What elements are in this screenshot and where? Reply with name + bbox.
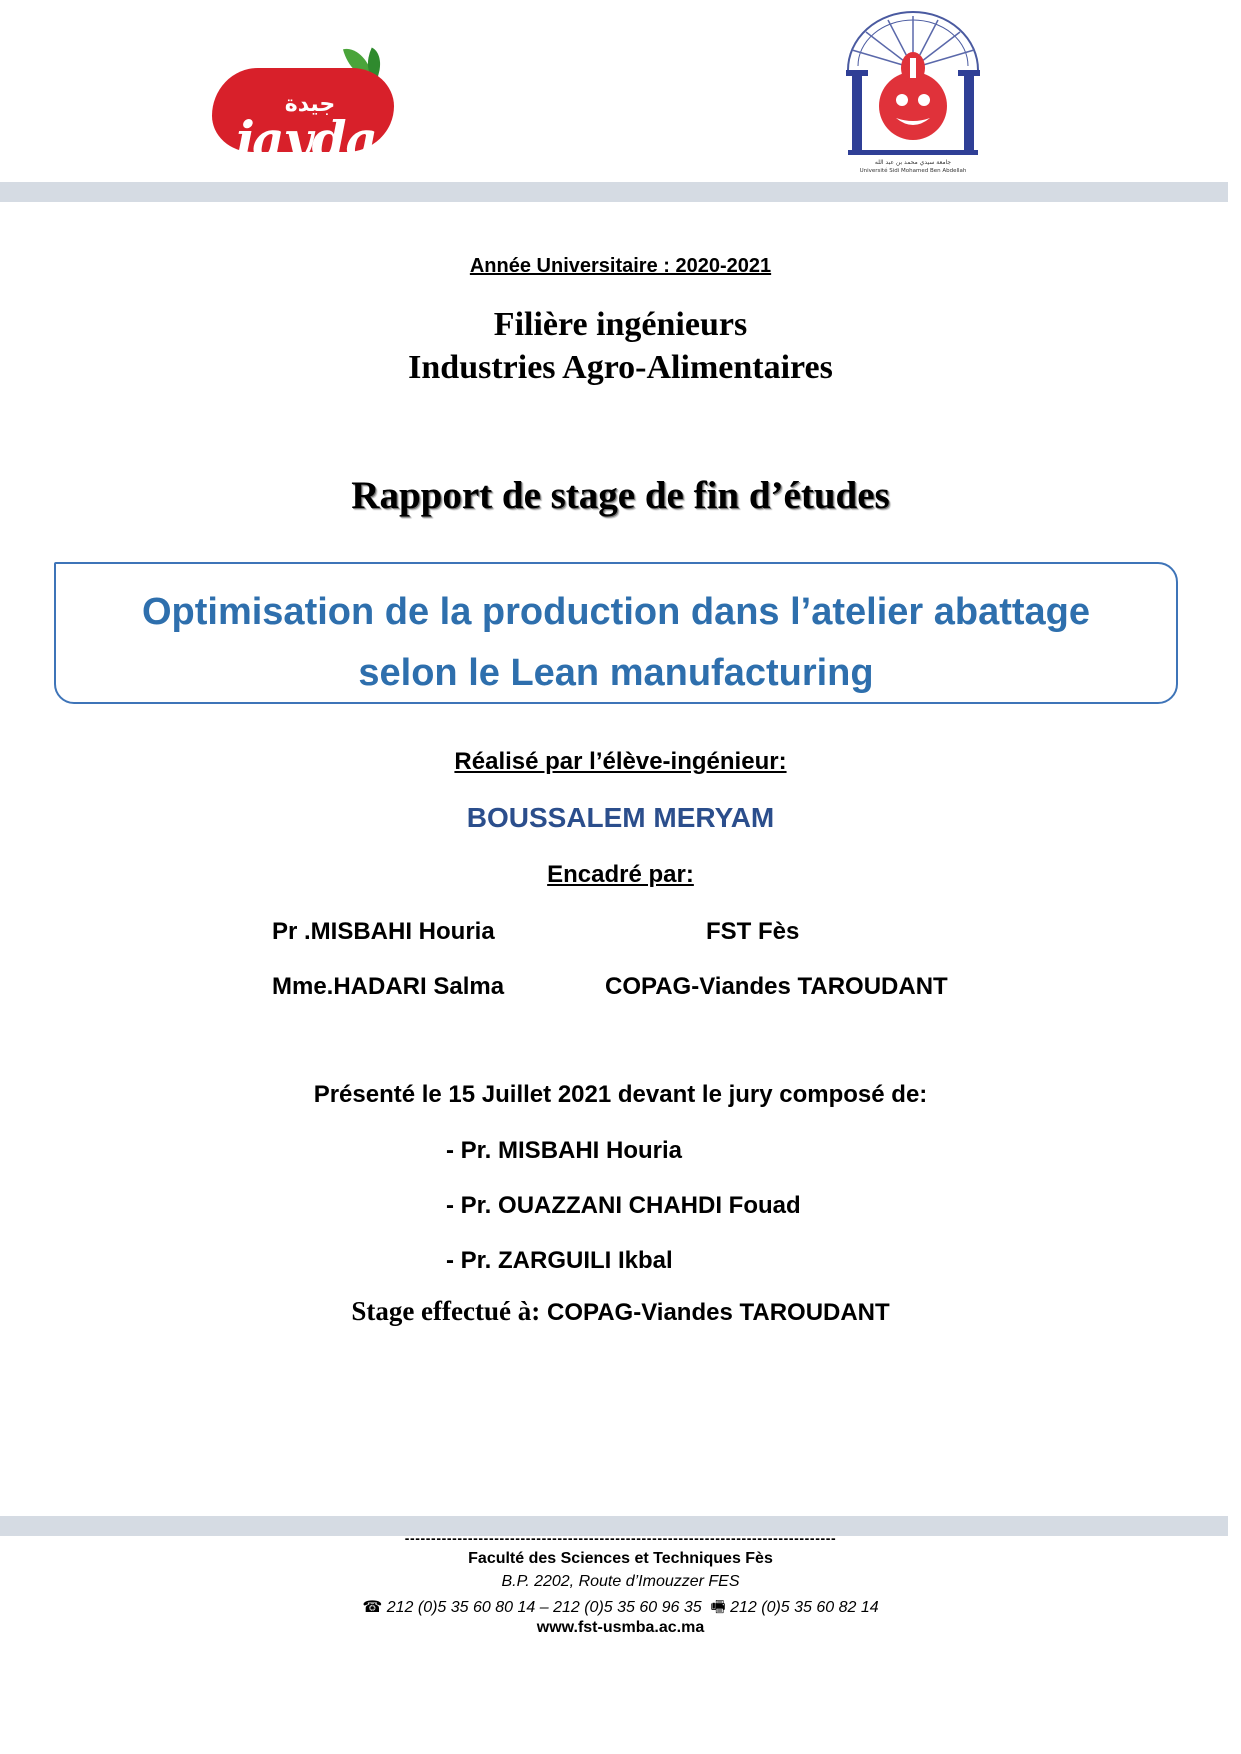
supervisors-label: Encadré par:	[547, 861, 694, 888]
author-label: Réalisé par l’élève-ingénieur:	[454, 748, 787, 775]
faculty-name: Faculté des Sciences et Techniques Fès	[468, 1550, 773, 1567]
emblem-caption-fr: Université Sidi Mohamed Ben Abdellah	[859, 168, 967, 174]
student-name: BOUSSALEM MERYAM	[466, 802, 775, 833]
report-title-line-2: selon le Lean manufacturing	[358, 652, 874, 694]
report-title-line-1: Optimisation de la production dans l’atelier abattage	[141, 591, 1091, 633]
program-line-1: Filière ingénieurs	[493, 306, 748, 343]
jayda-wordmark: jayda	[235, 110, 377, 169]
supervisor-1-name: Pr .MISBAHI Houria	[272, 918, 495, 945]
presentation-statement: Présenté le 15 Juillet 2021 devant le jury composé de:	[313, 1081, 928, 1108]
supervisor-1-org: FST Fès	[706, 918, 800, 945]
emblem-caption-ar: جامعة سيدي محمد بن عبد الله	[874, 159, 952, 166]
report-type-heading: Rapport de stage de fin d’études	[351, 474, 890, 517]
phone-numbers: 212 (0)5 35 60 80 14 – 212 (0)5 35 60 96 35	[386, 1599, 702, 1616]
internship-location	[0, 1296, 1241, 1327]
internship-place: COPAG-Viandes TAROUDANT	[546, 1299, 890, 1326]
jury-member: - Pr. ZARGUILI Ikbal	[446, 1247, 673, 1274]
fax-number: 212 (0)5 35 60 82 14	[730, 1599, 879, 1616]
program-heading	[0, 303, 1241, 389]
header-band	[0, 182, 1228, 202]
faculty-address: B.P. 2202, Route d’Imouzzer FES	[501, 1573, 740, 1590]
fax-icon: 🖷	[710, 1599, 726, 1616]
supervisor-2-name: Mme.HADARI Salma	[272, 973, 505, 1000]
program-line-2: Industries Agro-Alimentaires	[408, 349, 833, 386]
website-link[interactable]: www.fst-usmba.ac.ma	[536, 1619, 705, 1636]
report-title	[56, 582, 1176, 704]
report-title-box	[54, 562, 1178, 704]
jayda-logo	[212, 46, 397, 169]
jayda-arabic-text: جيدة	[284, 92, 336, 117]
academic-year: Année Universitaire : 2020-2021	[469, 255, 772, 277]
university-emblem	[828, 8, 998, 178]
jury-member: - Pr. MISBAHI Houria	[446, 1137, 683, 1164]
phone-icon: ☎	[362, 1599, 383, 1616]
jury-member: - Pr. OUAZZANI CHAHDI Fouad	[446, 1192, 801, 1219]
internship-label: Stage effectué à:	[351, 1296, 541, 1326]
supervisor-2-org: COPAG-Viandes TAROUDANT	[605, 973, 948, 1000]
footer-separator: ----------------------------------------------------------------------------------	[404, 1530, 837, 1546]
jayda-badge	[212, 68, 394, 169]
